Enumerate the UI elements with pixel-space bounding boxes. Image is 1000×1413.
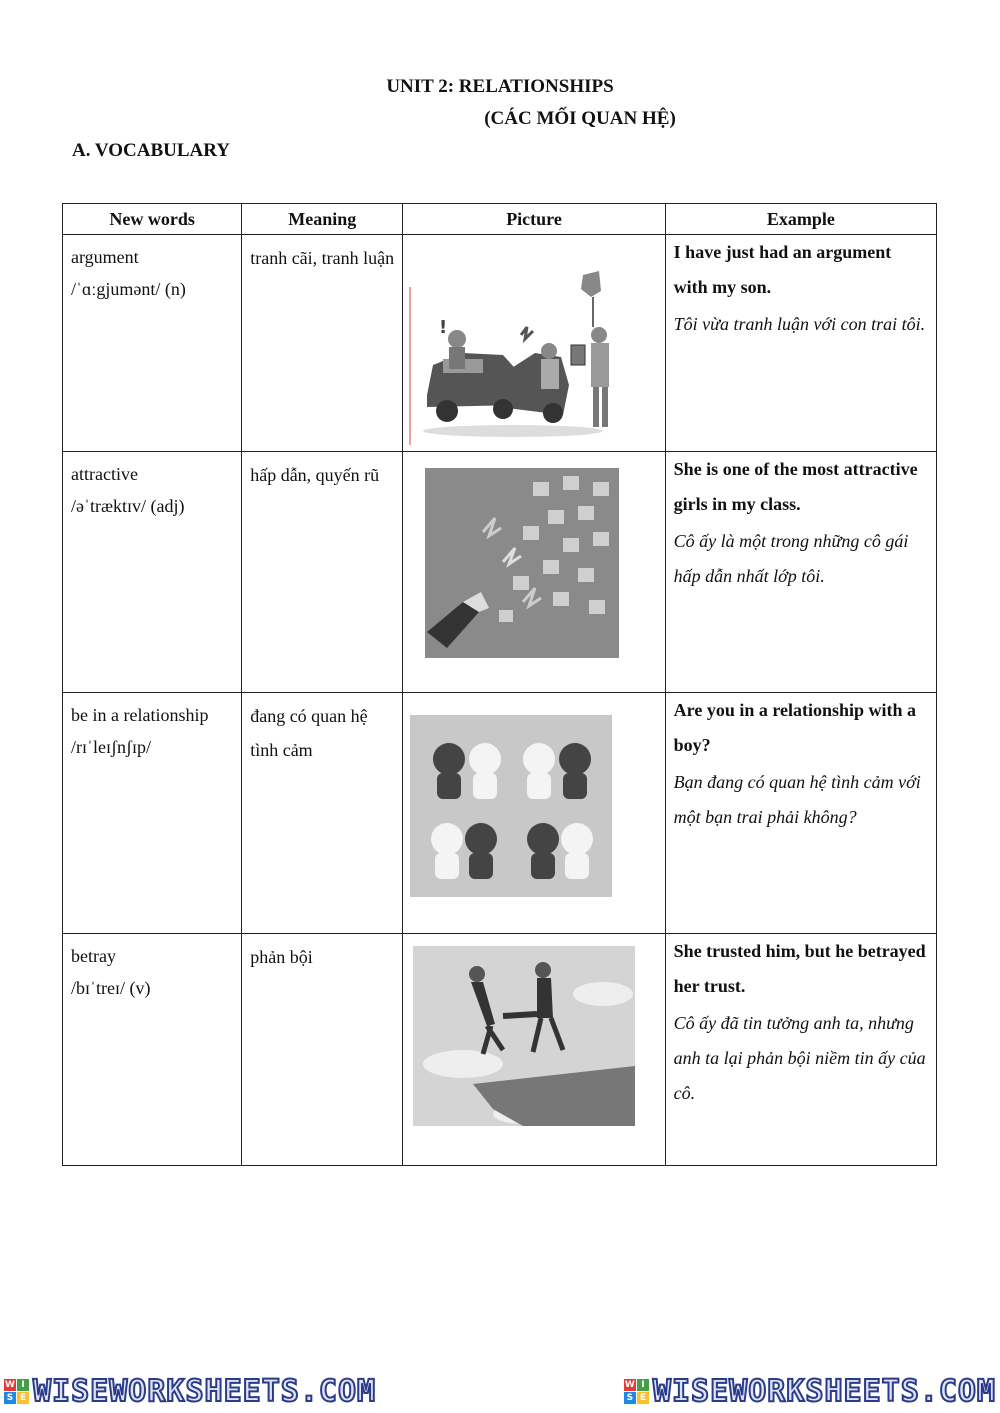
meaning-cell bbox=[242, 452, 403, 693]
example-english: I have just had an argument with my son. bbox=[673, 242, 892, 297]
table-row bbox=[63, 235, 937, 452]
header-example: Example bbox=[665, 204, 936, 235]
page-title: UNIT 2: RELATIONSHIPS bbox=[386, 76, 614, 97]
example-vietnamese: Bạn đang có quan hệ tình cảm với một bạn trai phải không? bbox=[673, 772, 921, 827]
svg-text:!: ! bbox=[439, 317, 448, 338]
cat-couples-illustration bbox=[403, 693, 665, 933]
wiseworksheets-logo-icon: W I S E bbox=[4, 1379, 29, 1404]
header-new-words: New words bbox=[63, 204, 242, 235]
watermark-text: WISEWORKSHEETS.COM bbox=[652, 1373, 996, 1409]
pronunciation: /rɪˈleɪʃnʃɪp/ bbox=[71, 737, 151, 757]
vocabulary-table bbox=[62, 203, 937, 1166]
header-meaning: Meaning bbox=[242, 204, 403, 235]
table-row bbox=[63, 934, 937, 1166]
magnet-attracting-likes-illustration bbox=[403, 452, 665, 692]
meaning-cell bbox=[242, 235, 403, 452]
wiseworksheets-logo-icon: W I S E bbox=[624, 1379, 649, 1404]
meaning: tranh cãi, tranh luận bbox=[250, 248, 395, 268]
watermark-text: WISEWORKSHEETS.COM bbox=[33, 1373, 377, 1409]
meaning-cell bbox=[242, 693, 403, 934]
example-vietnamese: Cô ấy là một trong những cô gái hấp dẫn nhất lớp tôi. bbox=[673, 531, 909, 586]
picture-cell bbox=[403, 934, 665, 1166]
example-english: Are you in a relationship with a boy? bbox=[673, 700, 917, 755]
pronunciation: /ˈɑːgjumənt/ (n) bbox=[71, 279, 186, 299]
meaning: hấp dẫn, quyến rũ bbox=[250, 465, 380, 485]
meaning-cell bbox=[242, 934, 403, 1166]
example-cell bbox=[665, 934, 936, 1166]
picture-cell bbox=[403, 235, 665, 452]
watermark bbox=[4, 1374, 376, 1409]
example-cell bbox=[665, 235, 936, 452]
example-cell bbox=[665, 452, 936, 693]
word: argument bbox=[71, 247, 139, 267]
word: attractive bbox=[71, 464, 138, 484]
word: be in a relationship bbox=[71, 705, 209, 725]
table-row bbox=[63, 452, 937, 693]
word-cell bbox=[63, 693, 242, 934]
pronunciation: /bɪˈtreɪ/ (v) bbox=[71, 978, 151, 998]
word: betray bbox=[71, 946, 116, 966]
table-header-row bbox=[63, 204, 937, 235]
example-vietnamese: Tôi vừa tranh luận với con trai tôi. bbox=[673, 314, 926, 334]
picture-cell bbox=[403, 693, 665, 934]
word-cell bbox=[63, 934, 242, 1166]
section-heading: A. VOCABULARY bbox=[72, 140, 231, 161]
argument-car-crash-illustration bbox=[403, 235, 665, 451]
watermark bbox=[624, 1374, 996, 1409]
meaning: phản bội bbox=[250, 947, 313, 967]
page-subtitle: (CÁC MỐI QUAN HỆ) bbox=[484, 108, 676, 129]
table-row bbox=[63, 693, 937, 934]
example-english: She trusted him, but he betrayed her trust. bbox=[673, 941, 926, 996]
example-cell bbox=[665, 693, 936, 934]
kicked-off-cliff-illustration bbox=[403, 934, 665, 1165]
footer-watermark bbox=[0, 1373, 1000, 1409]
example-vietnamese: Cô ấy đã tin tưởng anh ta, nhưng anh ta lại phản bội niềm tin ấy của cô. bbox=[673, 1013, 926, 1103]
word-cell bbox=[63, 235, 242, 452]
header-picture: Picture bbox=[403, 204, 665, 235]
meaning: đang có quan hệ tình cảm bbox=[250, 706, 368, 760]
pronunciation: /əˈtræktɪv/ (adj) bbox=[71, 496, 185, 516]
word-cell bbox=[63, 452, 242, 693]
picture-cell bbox=[403, 452, 665, 693]
example-english: She is one of the most attractive girls in my class. bbox=[673, 459, 918, 514]
